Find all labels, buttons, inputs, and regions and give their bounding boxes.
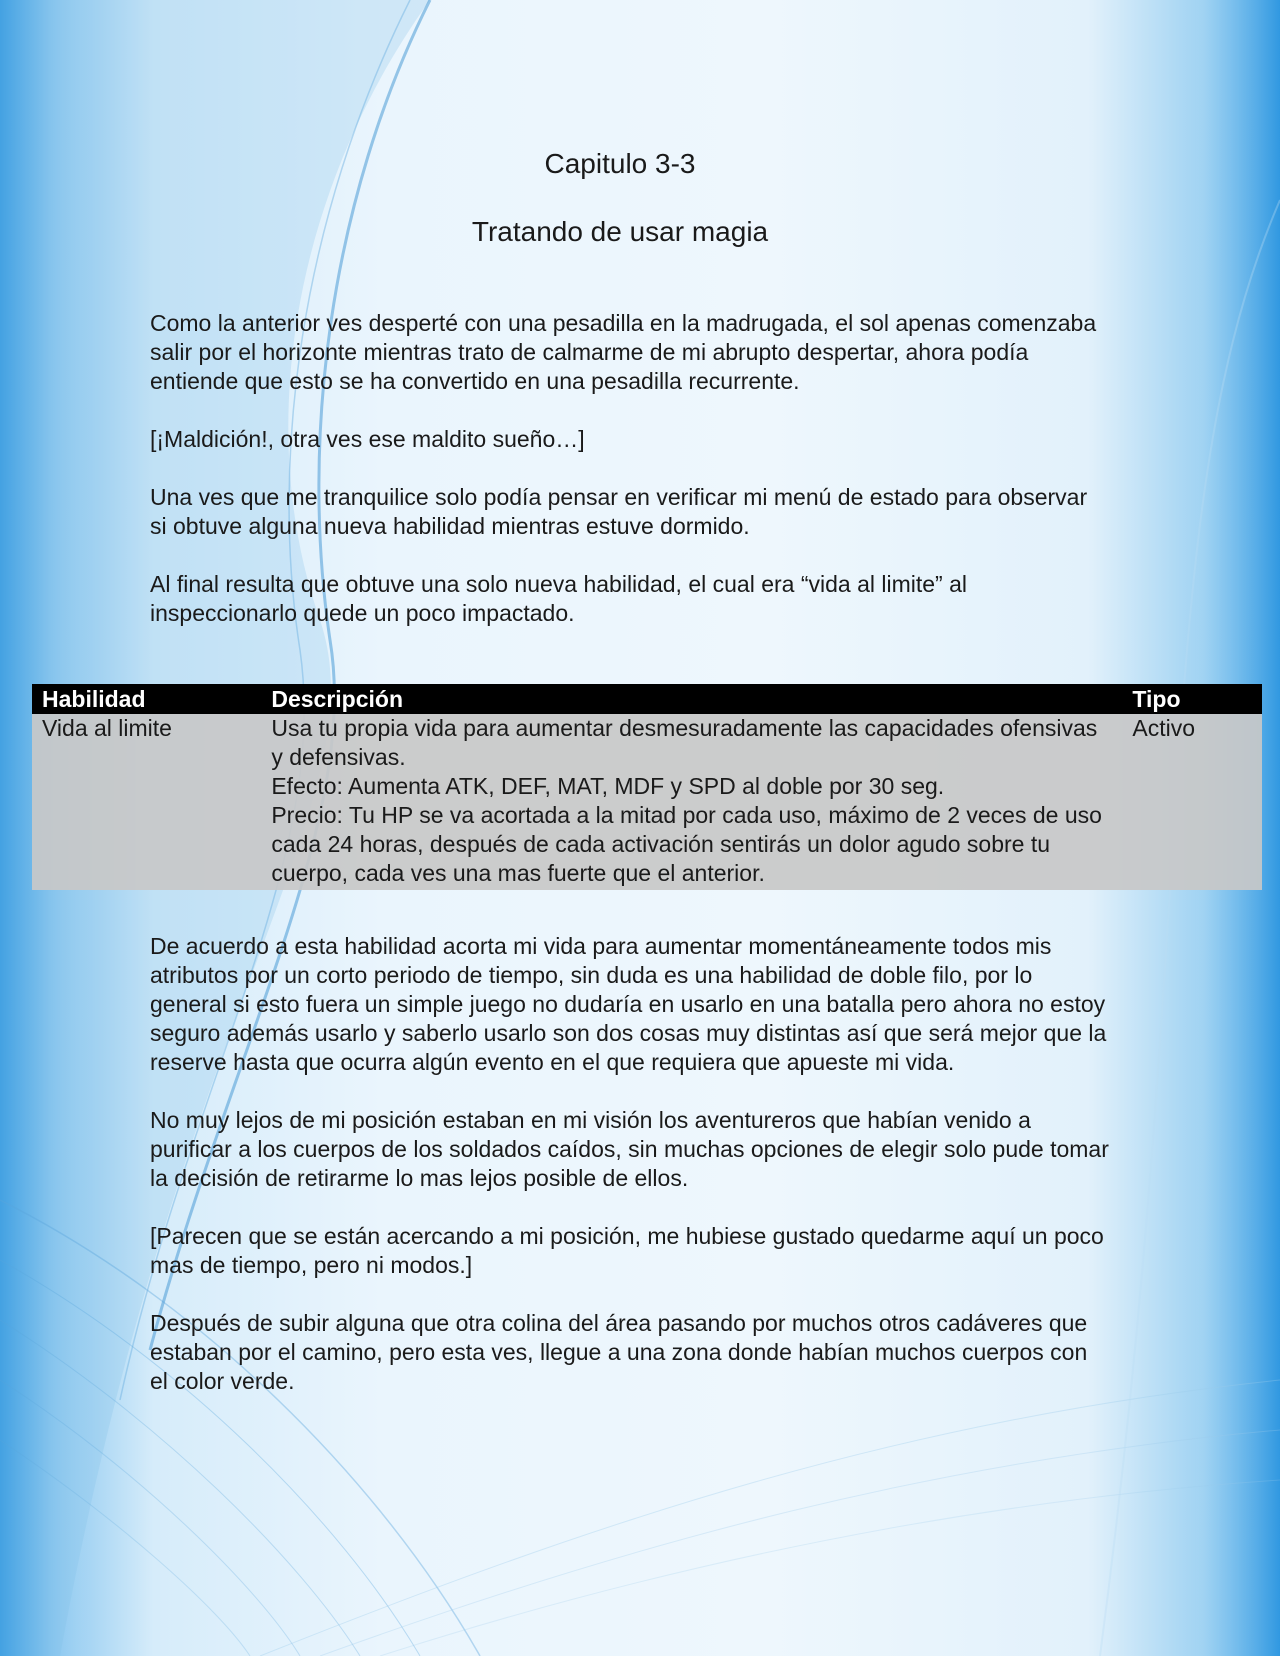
text-after-table xyxy=(150,932,1110,1425)
header-tipo: Tipo xyxy=(1122,684,1262,714)
skill-price-line: Precio: Tu HP se va acortada a la mitad por cada uso, máximo de 2 veces de uso cada 24 horas, después de cada activación sentirás un dolor agudo sobre tu cuerpo, cada ves una mas fuerte que el anterior. xyxy=(271,802,1102,886)
table-row xyxy=(32,714,1262,890)
skill-effect-line: Efecto: Aumenta ATK, DEF, MAT, MDF y SPD al doble por 30 seg. xyxy=(271,773,945,799)
chapter-subtitle: Tratando de usar magia xyxy=(471,216,769,247)
skill-description-line: Usa tu propia vida para aumentar desmesuradamente las capacidades ofensivas y defensivas. xyxy=(271,715,1098,770)
paragraph: Después de subir alguna que otra colina del área pasando por muchos otros cadáveres que estaban por el camino, pero esta ves, llegue a una zona donde habían muchos cuerpos con el color verde. xyxy=(150,1310,1088,1394)
paragraph: Al final resulta que obtuve una solo nueva habilidad, el cual era “vida al limite” al inspeccionarlo quede un poco impactado. xyxy=(150,571,967,626)
chapter-title: Capitulo 3-3 xyxy=(544,148,696,179)
paragraph: Una ves que me tranquilice solo podía pensar en verificar mi menú de estado para observar si obtuve alguna nueva habilidad mientras estuve dormido. xyxy=(150,484,1088,539)
paragraph: No muy lejos de mi posición estaban en mi visión los aventureros que habían venido a purificar a los cuerpos de los soldados caídos, sin muchas opciones de elegir solo pude tomar la decisión de retirarme lo mas lejos posible de ellos. xyxy=(150,1107,1109,1191)
paragraph: De acuerdo a esta habilidad acorta mi vida para aumentar momentáneamente todos mis atributos por un corto periodo de tiempo, sin duda es una habilidad de doble filo, por lo general si esto fuera un simple juego no dudaría en usarlo en una batalla pero ahora no estoy seguro además usarlo y saberlo usarlo son dos cosas muy distintas así que será mejor que la reserve hasta que ocurra algún evento en el que requiera que apueste mi vida. xyxy=(150,933,1107,1075)
table-header-row xyxy=(32,684,1262,714)
text-before-table xyxy=(150,309,1110,657)
paragraph: [¡Maldición!, otra ves ese maldito sueño…] xyxy=(150,426,585,452)
header-habilidad: Habilidad xyxy=(32,684,261,714)
skill-type: Activo xyxy=(1122,714,1262,890)
skill-name: Vida al limite xyxy=(32,714,261,890)
paragraph: [Parecen que se están acercando a mi posición, me hubiese gustado quedarme aquí un poco mas de tiempo, pero ni modos.] xyxy=(150,1223,1104,1278)
skill-table xyxy=(32,684,1262,890)
skill-description xyxy=(261,714,1122,890)
paragraph: Como la anterior ves desperté con una pesadilla en la madrugada, el sol apenas comenzaba salir por el horizonte mientras trato de calmarme de mi abrupto despertar, ahora podía entiende que esto se ha convertido en una pesadilla recurrente. xyxy=(150,310,1097,394)
header-descripcion: Descripción xyxy=(261,684,1122,714)
